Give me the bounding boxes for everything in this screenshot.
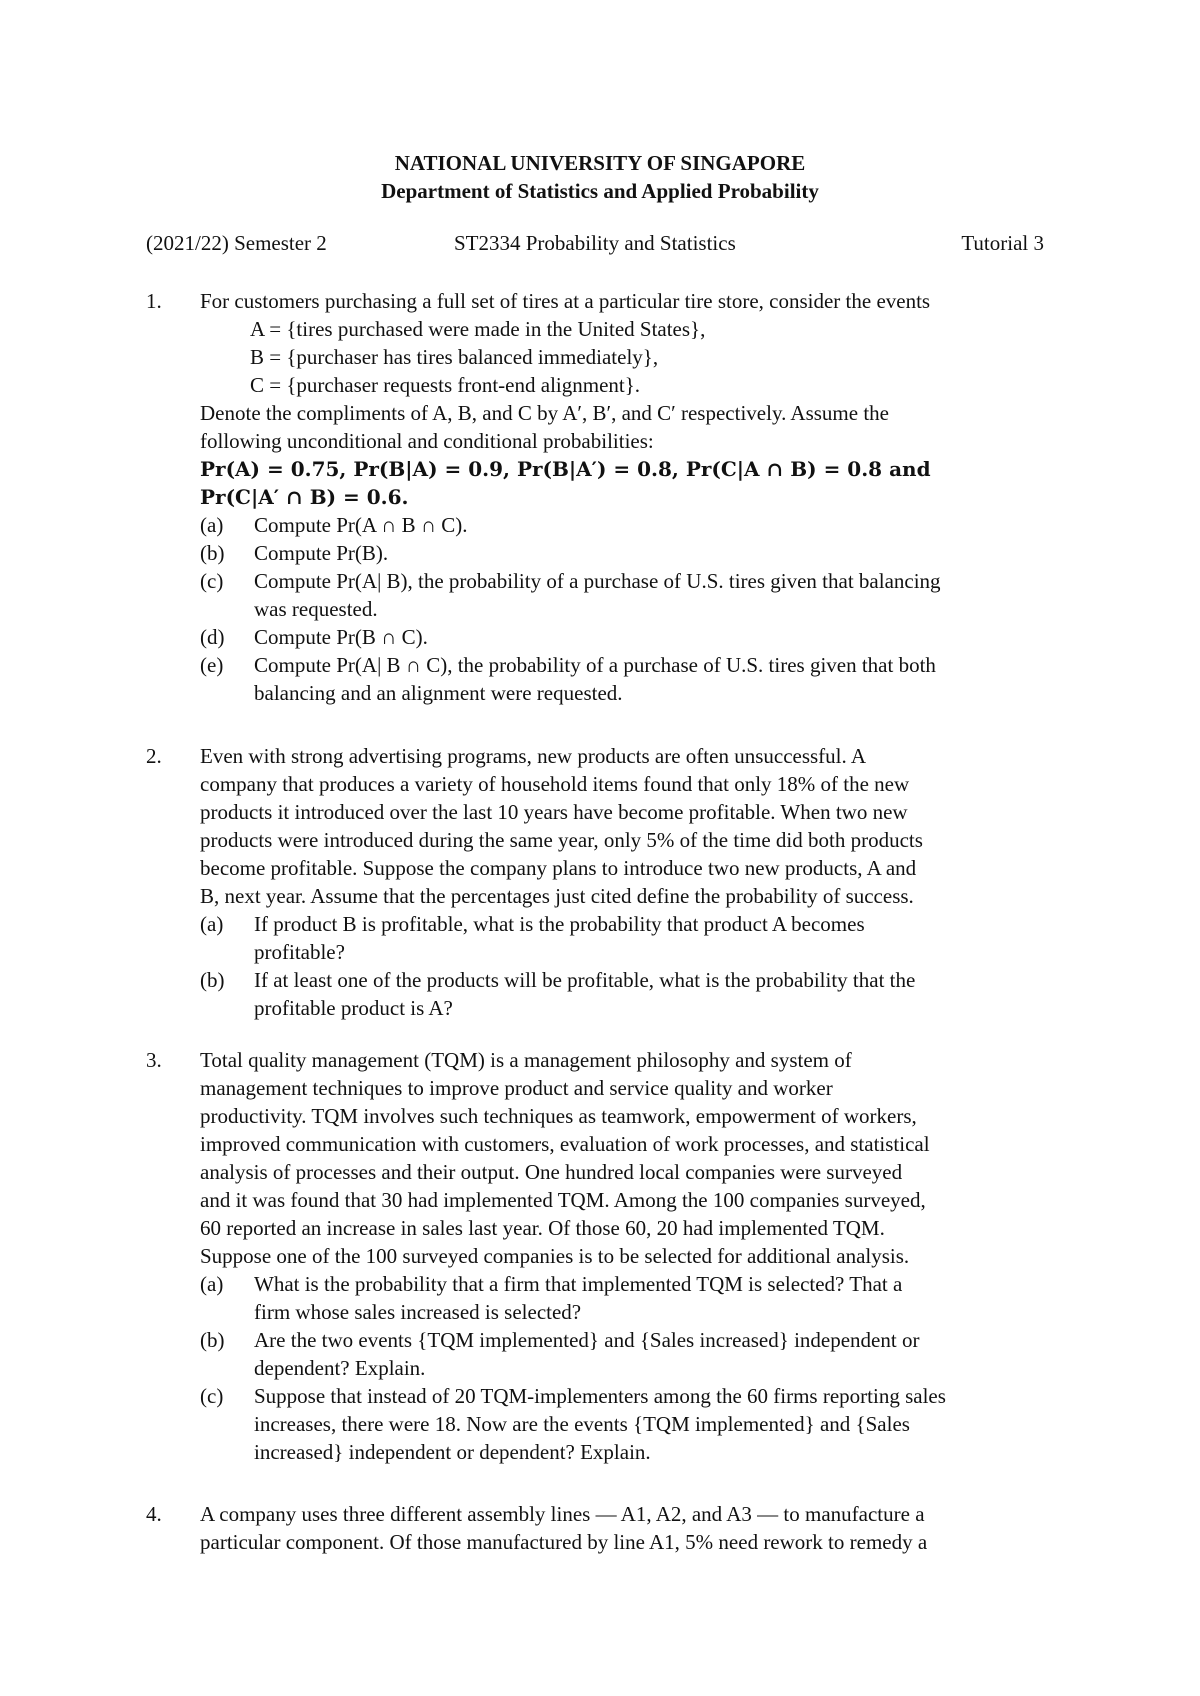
sub-question-text: increases, there were 18. Now are the events {TQM implemented} and {Sales bbox=[254, 1412, 910, 1436]
sub-question-text: What is the probability that a firm that implemented TQM is selected? That a bbox=[254, 1272, 903, 1296]
question-text-line: analysis of processes and their output. One hundred local companies were surveyed bbox=[200, 1160, 903, 1184]
sub-question-label: (c) bbox=[200, 1384, 224, 1408]
sub-question-text: Compute Pr(A ∩ B ∩ C). bbox=[254, 513, 468, 537]
sub-question-d bbox=[200, 623, 1066, 651]
question-number: 1. bbox=[146, 289, 162, 313]
sub-question-text: profitable product is A? bbox=[254, 996, 453, 1020]
question-body bbox=[200, 1046, 1066, 1466]
sub-question-text: profitable? bbox=[254, 940, 345, 964]
sub-question-text: dependent? Explain. bbox=[254, 1356, 426, 1380]
question-text-line: Denote the compliments of A, B, and C by A′, B′, and C′ respectively. Assume the bbox=[200, 401, 889, 425]
sub-question-c bbox=[200, 1382, 1066, 1466]
sub-question-b bbox=[200, 539, 1066, 567]
question-text-line: following unconditional and conditional probabilities: bbox=[200, 429, 654, 453]
question-1 bbox=[146, 287, 1066, 707]
question-text-line: B, next year. Assume that the percentages just cited define the probability of success. bbox=[200, 884, 914, 908]
sub-question-label: (b) bbox=[200, 541, 225, 565]
sub-question-label: (b) bbox=[200, 968, 225, 992]
sub-question-text: Suppose that instead of 20 TQM-implementers among the 60 firms reporting sales bbox=[254, 1384, 946, 1408]
question-body bbox=[200, 287, 1066, 707]
question-text-line: products were introduced during the same year, only 5% of the time did both products bbox=[200, 828, 923, 852]
sub-question-b bbox=[200, 966, 1066, 1022]
sub-question-text: firm whose sales increased is selected? bbox=[254, 1300, 582, 1324]
sub-question-text: If at least one of the products will be profitable, what is the probability that the bbox=[254, 968, 916, 992]
question-text-line: For customers purchasing a full set of tires at a particular tire store, consider the events bbox=[200, 289, 931, 313]
probability-statement: Pr(A) = 0.75, Pr(B|A) = 0.9, Pr(B|A′) = 0.8, Pr(C|A ∩ B) = 0.8 and bbox=[200, 457, 931, 481]
question-text-line: become profitable. Suppose the company plans to introduce two new products, A and bbox=[200, 856, 917, 880]
sub-question-text: Compute Pr(A| B), the probability of a purchase of U.S. tires given that balancing bbox=[254, 569, 941, 593]
department-name: Department of Statistics and Applied Probability bbox=[381, 179, 819, 203]
question-text-line: Even with strong advertising programs, new products are often unsuccessful. A bbox=[200, 744, 867, 768]
sub-question-e bbox=[200, 651, 1066, 707]
probability-statement: Pr(C|A′ ∩ B) = 0.6. bbox=[200, 485, 409, 509]
question-number: 3. bbox=[146, 1048, 162, 1072]
sub-question-a bbox=[200, 511, 1066, 539]
sub-question-text: balancing and an alignment were requested. bbox=[254, 681, 623, 705]
question-number: 2. bbox=[146, 744, 162, 768]
question-text-line: and it was found that 30 had implemented TQM. Among the 100 companies surveyed, bbox=[200, 1188, 926, 1212]
question-body bbox=[200, 742, 1066, 1022]
course-title: ST2334 Probability and Statistics bbox=[454, 231, 736, 255]
question-body bbox=[200, 1500, 1066, 1556]
tutorial-number: Tutorial 3 bbox=[961, 231, 1044, 255]
question-text-line: Total quality management (TQM) is a management philosophy and system of bbox=[200, 1048, 852, 1072]
sub-question-label: (a) bbox=[200, 1272, 224, 1296]
sub-question-text: Compute Pr(B). bbox=[254, 541, 389, 565]
sub-question-text: Compute Pr(B ∩ C). bbox=[254, 625, 428, 649]
question-text-line: improved communication with customers, evaluation of work processes, and statistical bbox=[200, 1132, 930, 1156]
event-definition: C = {purchaser requests front-end alignment}. bbox=[250, 373, 641, 397]
sub-question-label: (b) bbox=[200, 1328, 225, 1352]
university-name: NATIONAL UNIVERSITY OF SINGAPORE bbox=[394, 151, 806, 175]
sub-question-a bbox=[200, 1270, 1066, 1326]
sub-question-text: If product B is profitable, what is the probability that product A becomes bbox=[254, 912, 865, 936]
sub-question-label: (a) bbox=[200, 513, 224, 537]
question-text-line: 60 reported an increase in sales last year. Of those 60, 20 had implemented TQM. bbox=[200, 1216, 885, 1240]
sub-question-text: Compute Pr(A| B ∩ C), the probability of a purchase of U.S. tires given that both bbox=[254, 653, 936, 677]
question-text-line: A company uses three different assembly lines — A1, A2, and A3 — to manufacture a bbox=[200, 1502, 925, 1526]
sub-question-text: was requested. bbox=[254, 597, 378, 621]
question-text-line: particular component. Of those manufactured by line A1, 5% need rework to remedy a bbox=[200, 1530, 928, 1554]
question-text-line: productivity. TQM involves such techniques as teamwork, empowerment of workers, bbox=[200, 1104, 917, 1128]
event-definition: A = {tires purchased were made in the United States}, bbox=[250, 317, 706, 341]
sub-question-b bbox=[200, 1326, 1066, 1382]
sub-question-a bbox=[200, 910, 1066, 966]
sub-question-text: Are the two events {TQM implemented} and {Sales increased} independent or bbox=[254, 1328, 920, 1352]
question-text-line: products it introduced over the last 10 years have become profitable. When two new bbox=[200, 800, 908, 824]
question-text-line: Suppose one of the 100 surveyed companies is to be selected for additional analysis. bbox=[200, 1244, 910, 1268]
question-number: 4. bbox=[146, 1502, 162, 1526]
course-meta-line bbox=[146, 229, 1044, 257]
question-4 bbox=[146, 1500, 1066, 1556]
question-2 bbox=[146, 742, 1066, 1022]
sub-question-label: (e) bbox=[200, 653, 224, 677]
sub-question-label: (d) bbox=[200, 625, 225, 649]
semester-label: (2021/22) Semester 2 bbox=[146, 231, 327, 255]
sub-question-label: (c) bbox=[200, 569, 224, 593]
sub-question-label: (a) bbox=[200, 912, 224, 936]
sub-question-text: increased} independent or dependent? Explain. bbox=[254, 1440, 651, 1464]
question-text-line: management techniques to improve product and service quality and worker bbox=[200, 1076, 833, 1100]
question-text-line: company that produces a variety of household items found that only 18% of the new bbox=[200, 772, 910, 796]
sub-question-c bbox=[200, 567, 1066, 623]
question-3 bbox=[146, 1046, 1066, 1466]
document-header bbox=[0, 149, 1200, 205]
event-definition: B = {purchaser has tires balanced immediately}, bbox=[250, 345, 659, 369]
